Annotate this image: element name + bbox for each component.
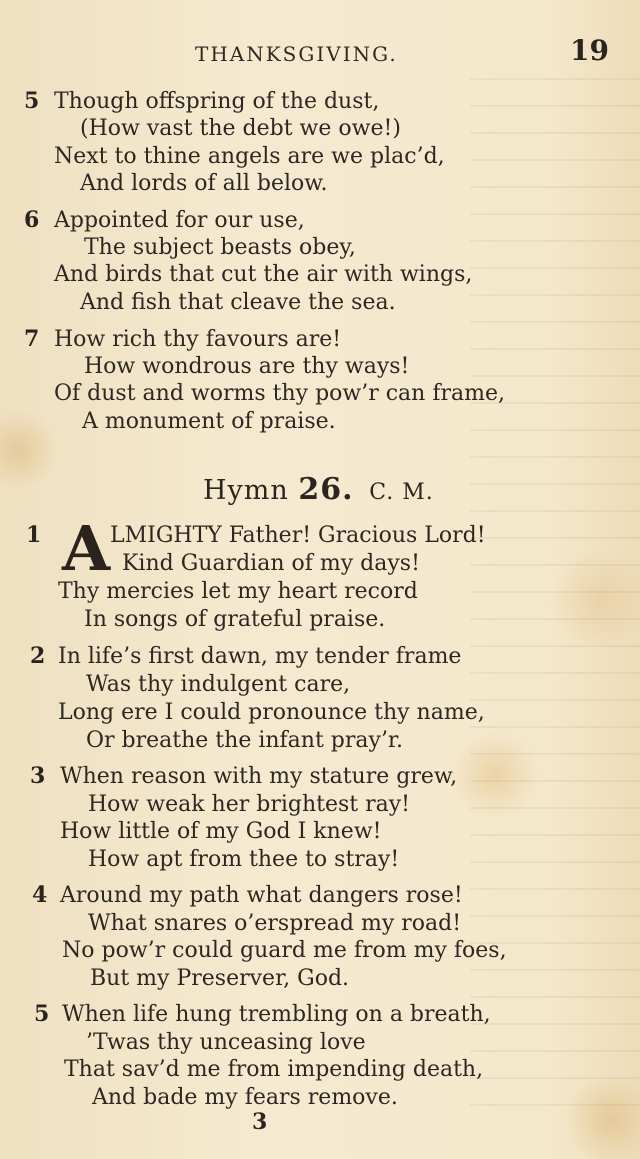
verse-line: What snares o’erspread my road! (88, 911, 462, 936)
running-head: THANKSGIVING. (195, 42, 398, 66)
verse-line: Was thy indulgent care, (86, 672, 351, 697)
verse-line: When life hung trembling on a breath, (62, 1002, 491, 1027)
verse-line: Though offspring of the dust, (54, 89, 380, 114)
verse-line: How wondrous are thy ways! (84, 354, 410, 379)
verse-line: Appointed for our use, (54, 208, 305, 233)
verse-line: In life’s first dawn, my tender frame (58, 644, 462, 669)
verse-line: And bade my fears remove. (92, 1085, 398, 1110)
verse-line: When reason with my stature grew, (60, 764, 458, 789)
verse-line: How rich thy favours are! (54, 327, 342, 352)
verse-line: Around my path what dangers rose! (60, 883, 463, 908)
stanza-number: 2 (30, 643, 46, 669)
stanza-number: 3 (30, 763, 46, 789)
stanza-number: 6 (24, 207, 40, 233)
hymn-number: 26. (298, 472, 354, 507)
verse-line: Next to thine angels are we plac’d, (54, 144, 445, 169)
verse-line: And lords of all below. (80, 171, 328, 196)
stanza-number: 7 (24, 326, 40, 352)
verse-line: But my Preserver, God. (90, 966, 350, 991)
verse-line: (How vast the debt we owe!) (80, 116, 401, 141)
signature-mark: 3 (252, 1109, 268, 1135)
verse-line: Of dust and worms thy pow’r can frame, (54, 381, 505, 406)
stanza-number: 4 (32, 882, 48, 908)
verse-line: The subject beasts obey, (84, 235, 356, 260)
hymn-meter: C. M. (369, 480, 434, 505)
verse-line: How apt from thee to stray! (88, 847, 400, 872)
verse-line: ’Twas thy unceasing love (86, 1030, 366, 1055)
verse-line: Or breathe the infant pray’r. (86, 728, 404, 753)
verse-line: Kind Guardian of my days! (122, 551, 420, 576)
hymn-label: Hymn (203, 475, 289, 506)
verse-line: And fish that cleave the sea. (80, 290, 396, 315)
verse-line: Long ere I could pronounce thy name, (58, 700, 485, 725)
verse-line: How little of my God I knew! (60, 819, 382, 844)
verse-line: In songs of grateful praise. (84, 607, 386, 632)
hymn-heading (203, 472, 434, 507)
page-number: 19 (570, 34, 609, 67)
verse-line: That sav’d me from impending death, (64, 1057, 484, 1082)
stanza-number: 1 (26, 522, 42, 548)
verse-line: And birds that cut the air with wings, (54, 262, 473, 287)
stanza-number: 5 (24, 88, 40, 114)
verse-line: No pow’r could guard me from my foes, (62, 938, 507, 963)
stanza-number: 5 (34, 1001, 50, 1027)
verse-line: LMIGHTY Father! Gracious Lord! (110, 523, 486, 548)
verse-line: Thy mercies let my heart record (58, 579, 418, 604)
drop-cap: A (62, 512, 111, 585)
verse-line: A monument of praise. (82, 409, 336, 434)
verse-line: How weak her brightest ray! (88, 792, 411, 817)
